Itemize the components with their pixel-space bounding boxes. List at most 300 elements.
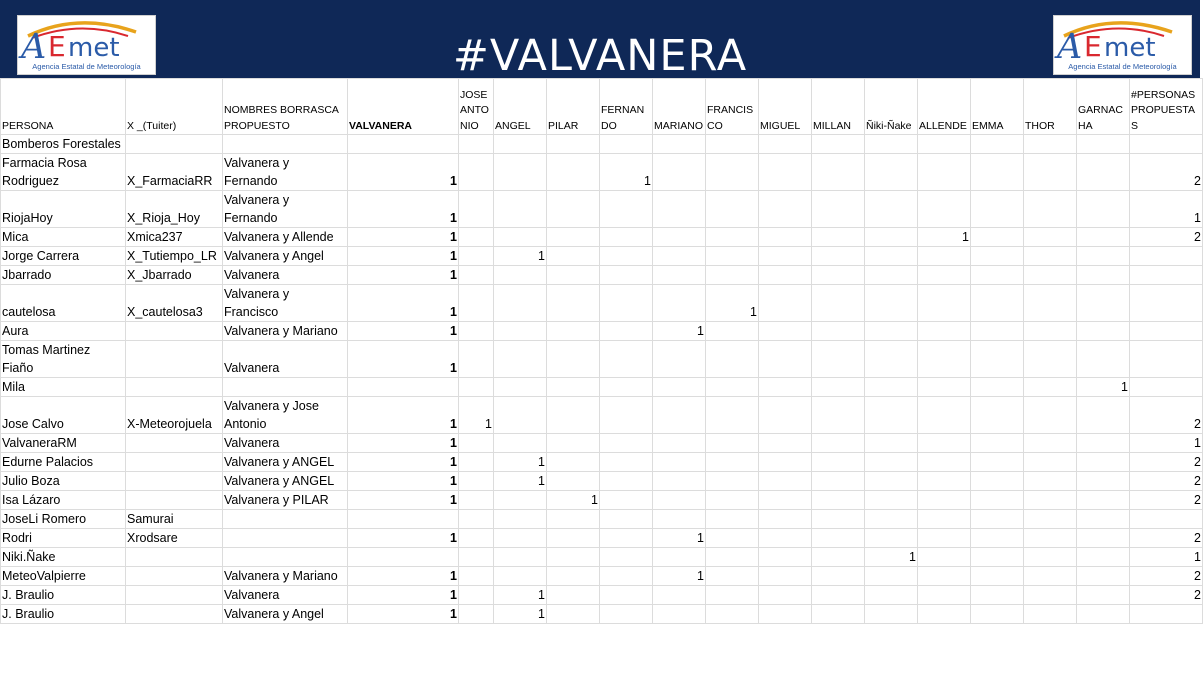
slide-header bbox=[0, 0, 1200, 81]
table-cell bbox=[812, 491, 865, 510]
table-cell bbox=[759, 586, 812, 605]
table-cell bbox=[865, 191, 918, 228]
table-cell bbox=[759, 510, 812, 529]
table-cell bbox=[865, 453, 918, 472]
table-cell bbox=[494, 434, 547, 453]
table-cell bbox=[459, 154, 494, 191]
table-cell bbox=[600, 378, 653, 397]
table-cell bbox=[126, 322, 223, 341]
table-cell bbox=[1130, 135, 1203, 154]
table-cell bbox=[759, 228, 812, 247]
column-header: PILAR bbox=[547, 79, 600, 135]
table-cell bbox=[459, 434, 494, 453]
table-cell bbox=[865, 567, 918, 586]
table-cell bbox=[865, 434, 918, 453]
table-cell bbox=[653, 605, 706, 624]
table-cell bbox=[759, 378, 812, 397]
table-cell bbox=[653, 285, 706, 322]
table-cell bbox=[547, 548, 600, 567]
table-cell: Valvanera bbox=[223, 341, 348, 378]
table-cell bbox=[547, 434, 600, 453]
table-cell bbox=[759, 605, 812, 624]
column-header: EMMA bbox=[971, 79, 1024, 135]
table-cell: 1 bbox=[865, 548, 918, 567]
table-cell bbox=[971, 529, 1024, 548]
table-cell bbox=[812, 285, 865, 322]
table-cell bbox=[1024, 491, 1077, 510]
table-cell bbox=[918, 341, 971, 378]
table-cell: J. Braulio bbox=[1, 605, 126, 624]
table-cell bbox=[1024, 266, 1077, 285]
table-cell: 2 bbox=[1130, 491, 1203, 510]
table-cell bbox=[547, 378, 600, 397]
table-cell: Julio Boza bbox=[1, 472, 126, 491]
table-cell bbox=[971, 605, 1024, 624]
table-cell bbox=[865, 605, 918, 624]
table-cell bbox=[812, 529, 865, 548]
table-cell: 1 bbox=[348, 491, 459, 510]
table-cell bbox=[759, 567, 812, 586]
table-cell: 1 bbox=[348, 322, 459, 341]
table-cell bbox=[547, 567, 600, 586]
table-cell: X_FarmaciaRR bbox=[126, 154, 223, 191]
table-cell: 2 bbox=[1130, 228, 1203, 247]
table-cell bbox=[348, 378, 459, 397]
table-cell bbox=[126, 434, 223, 453]
table-cell bbox=[600, 266, 653, 285]
table-cell bbox=[126, 135, 223, 154]
table-cell bbox=[126, 567, 223, 586]
table-cell bbox=[1024, 529, 1077, 548]
table-cell bbox=[759, 491, 812, 510]
table-cell bbox=[706, 266, 759, 285]
table-cell bbox=[494, 154, 547, 191]
table-cell bbox=[865, 135, 918, 154]
table-cell bbox=[1130, 510, 1203, 529]
table-cell bbox=[653, 548, 706, 567]
table-cell bbox=[1077, 434, 1130, 453]
table-cell: 1 bbox=[653, 567, 706, 586]
table-cell: Valvanera bbox=[223, 586, 348, 605]
table-cell bbox=[706, 605, 759, 624]
table-cell bbox=[547, 397, 600, 434]
table-cell: 1 bbox=[348, 228, 459, 247]
table-cell bbox=[1024, 472, 1077, 491]
table-cell bbox=[865, 472, 918, 491]
table-cell: 1 bbox=[494, 247, 547, 266]
table-cell bbox=[459, 228, 494, 247]
table-cell bbox=[812, 266, 865, 285]
table-cell bbox=[812, 191, 865, 228]
table-cell bbox=[600, 341, 653, 378]
table-cell bbox=[812, 586, 865, 605]
table-row bbox=[1, 154, 1203, 191]
table-cell: 1 bbox=[653, 322, 706, 341]
table-cell bbox=[600, 605, 653, 624]
table-cell bbox=[459, 266, 494, 285]
table-cell bbox=[459, 247, 494, 266]
table-cell bbox=[600, 228, 653, 247]
table-cell bbox=[1024, 397, 1077, 434]
table-cell bbox=[918, 322, 971, 341]
table-cell bbox=[547, 266, 600, 285]
table-cell: 1 bbox=[1130, 434, 1203, 453]
table-cell bbox=[812, 341, 865, 378]
table-cell bbox=[1024, 285, 1077, 322]
table-cell: Valvanera y Fernando bbox=[223, 191, 348, 228]
table-cell bbox=[547, 472, 600, 491]
table-cell bbox=[971, 135, 1024, 154]
table-cell: Jorge Carrera bbox=[1, 247, 126, 266]
table-cell bbox=[1024, 434, 1077, 453]
table-cell: 1 bbox=[348, 434, 459, 453]
table-cell bbox=[600, 510, 653, 529]
table-cell bbox=[971, 266, 1024, 285]
table-cell bbox=[1077, 247, 1130, 266]
table-cell bbox=[494, 228, 547, 247]
table-row bbox=[1, 510, 1203, 529]
table-body bbox=[1, 135, 1203, 624]
table-cell bbox=[1077, 586, 1130, 605]
table-cell bbox=[918, 378, 971, 397]
table-cell bbox=[494, 567, 547, 586]
table-cell: Niki.Ñake bbox=[1, 548, 126, 567]
table-cell: 1 bbox=[653, 529, 706, 548]
table-cell bbox=[459, 529, 494, 548]
table-cell bbox=[812, 567, 865, 586]
table-cell bbox=[918, 472, 971, 491]
table-cell bbox=[1077, 491, 1130, 510]
column-header: MIGUEL bbox=[759, 79, 812, 135]
table-cell bbox=[759, 191, 812, 228]
table-cell: cautelosa bbox=[1, 285, 126, 322]
table-cell: Jose Calvo bbox=[1, 397, 126, 434]
table-row bbox=[1, 586, 1203, 605]
table-cell bbox=[1077, 529, 1130, 548]
table-cell: 1 bbox=[348, 266, 459, 285]
table-cell: X-Meteorojuela bbox=[126, 397, 223, 434]
table-cell bbox=[653, 266, 706, 285]
table-cell: ValvaneraRM bbox=[1, 434, 126, 453]
table-cell bbox=[494, 266, 547, 285]
table-cell: 1 bbox=[1077, 378, 1130, 397]
table-cell: Valvanera y ANGEL bbox=[223, 472, 348, 491]
table-cell bbox=[812, 548, 865, 567]
table-cell bbox=[812, 322, 865, 341]
table-cell bbox=[126, 341, 223, 378]
table-cell bbox=[706, 434, 759, 453]
logo-subtitle: Agencia Estatal de Meteorología bbox=[32, 62, 141, 71]
table-cell bbox=[547, 154, 600, 191]
table-cell bbox=[126, 605, 223, 624]
table-cell bbox=[706, 135, 759, 154]
table-cell bbox=[706, 397, 759, 434]
table-cell bbox=[918, 491, 971, 510]
table-cell bbox=[494, 510, 547, 529]
table-cell bbox=[1024, 341, 1077, 378]
table-cell bbox=[459, 322, 494, 341]
table-cell: MeteoValpierre bbox=[1, 567, 126, 586]
table-cell: 1 bbox=[348, 341, 459, 378]
table-cell: JoseLi Romero bbox=[1, 510, 126, 529]
table-cell bbox=[1024, 247, 1077, 266]
table-cell bbox=[348, 510, 459, 529]
table-cell bbox=[126, 491, 223, 510]
table-cell: 1 bbox=[1130, 548, 1203, 567]
table-cell bbox=[759, 472, 812, 491]
table-cell bbox=[812, 247, 865, 266]
table-cell: 1 bbox=[348, 247, 459, 266]
table-cell: 1 bbox=[348, 453, 459, 472]
table-cell bbox=[865, 491, 918, 510]
table-cell bbox=[812, 397, 865, 434]
table-cell: Xmica237 bbox=[126, 228, 223, 247]
table-cell bbox=[865, 378, 918, 397]
column-header: VALVANERA bbox=[348, 79, 459, 135]
table-cell bbox=[918, 397, 971, 434]
table-cell bbox=[653, 472, 706, 491]
table-cell bbox=[1024, 567, 1077, 586]
table-cell bbox=[494, 135, 547, 154]
table-cell: 2 bbox=[1130, 586, 1203, 605]
table-cell bbox=[1024, 378, 1077, 397]
table-cell bbox=[759, 266, 812, 285]
table-cell bbox=[812, 605, 865, 624]
table-cell: Valvanera bbox=[223, 434, 348, 453]
table-cell bbox=[459, 567, 494, 586]
table-cell bbox=[600, 453, 653, 472]
column-header: #PERSONAS PROPUESTAS bbox=[1130, 79, 1203, 135]
table-cell bbox=[348, 548, 459, 567]
table-row bbox=[1, 605, 1203, 624]
table-cell: Bomberos Forestales bbox=[1, 135, 126, 154]
table-cell bbox=[494, 397, 547, 434]
table-cell: Valvanera y Mariano bbox=[223, 322, 348, 341]
table-cell bbox=[653, 247, 706, 266]
table-cell: 1 bbox=[348, 397, 459, 434]
table-cell bbox=[1130, 341, 1203, 378]
table-cell bbox=[600, 548, 653, 567]
column-header: GARNACHA bbox=[1077, 79, 1130, 135]
table-cell bbox=[223, 135, 348, 154]
table-cell bbox=[547, 529, 600, 548]
table-cell bbox=[547, 341, 600, 378]
table-cell: Samurai bbox=[126, 510, 223, 529]
table-cell bbox=[971, 322, 1024, 341]
table-cell: RiojaHoy bbox=[1, 191, 126, 228]
table-cell bbox=[1024, 135, 1077, 154]
table-cell bbox=[459, 453, 494, 472]
table-cell bbox=[653, 510, 706, 529]
table-cell: J. Braulio bbox=[1, 586, 126, 605]
table-cell bbox=[653, 434, 706, 453]
table-cell bbox=[971, 191, 1024, 228]
aemet-logo-icon bbox=[1054, 16, 1193, 66]
table-cell bbox=[759, 453, 812, 472]
table-cell bbox=[653, 586, 706, 605]
table-cell bbox=[494, 529, 547, 548]
table-cell: 1 bbox=[600, 154, 653, 191]
table-cell bbox=[653, 135, 706, 154]
table-cell bbox=[918, 529, 971, 548]
table-cell bbox=[865, 322, 918, 341]
table-cell bbox=[706, 529, 759, 548]
table-cell bbox=[1024, 510, 1077, 529]
table-cell bbox=[918, 548, 971, 567]
column-header: ALLENDE bbox=[918, 79, 971, 135]
table-cell bbox=[706, 586, 759, 605]
table-cell bbox=[1024, 228, 1077, 247]
table-cell: 2 bbox=[1130, 529, 1203, 548]
table-cell bbox=[971, 154, 1024, 191]
table-cell bbox=[759, 434, 812, 453]
table-cell bbox=[494, 548, 547, 567]
table-cell: 1 bbox=[494, 453, 547, 472]
table-cell bbox=[812, 510, 865, 529]
table-cell bbox=[653, 378, 706, 397]
table-cell: 1 bbox=[348, 154, 459, 191]
table-cell bbox=[600, 322, 653, 341]
table-cell bbox=[812, 378, 865, 397]
table-cell bbox=[494, 341, 547, 378]
table-cell bbox=[1077, 453, 1130, 472]
table-cell bbox=[653, 397, 706, 434]
table-cell bbox=[918, 586, 971, 605]
table-cell bbox=[706, 341, 759, 378]
table-cell bbox=[971, 510, 1024, 529]
table-cell: Valvanera y Jose Antonio bbox=[223, 397, 348, 434]
table-cell: Mila bbox=[1, 378, 126, 397]
table-cell: 1 bbox=[494, 472, 547, 491]
table-cell bbox=[918, 453, 971, 472]
table-cell bbox=[1024, 191, 1077, 228]
table-cell bbox=[547, 510, 600, 529]
table-cell bbox=[1024, 548, 1077, 567]
table-cell: Valvanera y Fernando bbox=[223, 154, 348, 191]
table-cell bbox=[494, 491, 547, 510]
table-row bbox=[1, 228, 1203, 247]
table-cell bbox=[1024, 453, 1077, 472]
table-cell bbox=[1077, 472, 1130, 491]
table-cell bbox=[812, 135, 865, 154]
table-cell bbox=[126, 548, 223, 567]
table-cell bbox=[653, 228, 706, 247]
table-cell bbox=[1130, 285, 1203, 322]
table-row bbox=[1, 135, 1203, 154]
table-row bbox=[1, 548, 1203, 567]
table-cell: 1 bbox=[348, 529, 459, 548]
table-cell bbox=[1077, 266, 1130, 285]
table-row bbox=[1, 434, 1203, 453]
table-cell bbox=[1077, 605, 1130, 624]
table-cell bbox=[971, 434, 1024, 453]
table-cell bbox=[706, 154, 759, 191]
table-cell bbox=[547, 191, 600, 228]
svg-text:met: met bbox=[1104, 33, 1156, 63]
table-cell bbox=[547, 228, 600, 247]
aemet-logo-right bbox=[1053, 15, 1192, 75]
table-cell bbox=[547, 135, 600, 154]
table-row bbox=[1, 491, 1203, 510]
table-cell bbox=[600, 586, 653, 605]
column-header: MARIANO bbox=[653, 79, 706, 135]
table-cell bbox=[653, 341, 706, 378]
table-cell: Jbarrado bbox=[1, 266, 126, 285]
table-row bbox=[1, 341, 1203, 378]
table-cell bbox=[1024, 586, 1077, 605]
table-cell: Valvanera y PILAR bbox=[223, 491, 348, 510]
table-cell bbox=[971, 285, 1024, 322]
table-cell bbox=[865, 154, 918, 191]
table-cell bbox=[547, 586, 600, 605]
table-cell bbox=[653, 491, 706, 510]
table-row bbox=[1, 285, 1203, 322]
table-cell bbox=[706, 491, 759, 510]
table-cell bbox=[223, 378, 348, 397]
svg-text:met: met bbox=[68, 33, 120, 63]
table-cell bbox=[759, 529, 812, 548]
table-cell: 1 bbox=[1130, 191, 1203, 228]
svg-text:E: E bbox=[1084, 30, 1102, 63]
table-cell bbox=[653, 191, 706, 228]
table-cell bbox=[706, 322, 759, 341]
table-cell bbox=[459, 285, 494, 322]
table-cell bbox=[600, 191, 653, 228]
table-cell bbox=[459, 341, 494, 378]
table-cell bbox=[600, 434, 653, 453]
table-cell bbox=[706, 191, 759, 228]
column-header: MILLAN bbox=[812, 79, 865, 135]
table-cell bbox=[971, 567, 1024, 586]
table-cell bbox=[600, 567, 653, 586]
table-cell bbox=[759, 341, 812, 378]
table-cell: 1 bbox=[918, 228, 971, 247]
table-cell bbox=[1077, 397, 1130, 434]
table-cell bbox=[865, 247, 918, 266]
column-header: Ñiki-Ñake bbox=[865, 79, 918, 135]
table-row bbox=[1, 397, 1203, 434]
table-cell bbox=[459, 510, 494, 529]
table-cell bbox=[918, 285, 971, 322]
table-cell: Farmacia Rosa Rodriguez bbox=[1, 154, 126, 191]
table-cell bbox=[812, 472, 865, 491]
table-cell: 1 bbox=[348, 285, 459, 322]
table-cell bbox=[812, 453, 865, 472]
table-cell: Tomas Martinez Fiaño bbox=[1, 341, 126, 378]
table-cell bbox=[759, 285, 812, 322]
table-cell bbox=[865, 285, 918, 322]
table-cell: Valvanera y Mariano bbox=[223, 567, 348, 586]
table-cell: X_Rioja_Hoy bbox=[126, 191, 223, 228]
table-cell: 1 bbox=[348, 586, 459, 605]
table-cell bbox=[459, 548, 494, 567]
table-cell bbox=[971, 341, 1024, 378]
table-cell: 1 bbox=[547, 491, 600, 510]
table-cell bbox=[1130, 247, 1203, 266]
table-row bbox=[1, 472, 1203, 491]
table-cell bbox=[1130, 605, 1203, 624]
table-cell bbox=[759, 548, 812, 567]
table-cell: 1 bbox=[494, 605, 547, 624]
table-cell bbox=[459, 586, 494, 605]
table-cell bbox=[1024, 154, 1077, 191]
table-cell bbox=[126, 586, 223, 605]
table-cell bbox=[600, 529, 653, 548]
table-row bbox=[1, 191, 1203, 228]
table-cell bbox=[971, 378, 1024, 397]
spreadsheet bbox=[0, 78, 1200, 675]
table-cell: 1 bbox=[348, 567, 459, 586]
